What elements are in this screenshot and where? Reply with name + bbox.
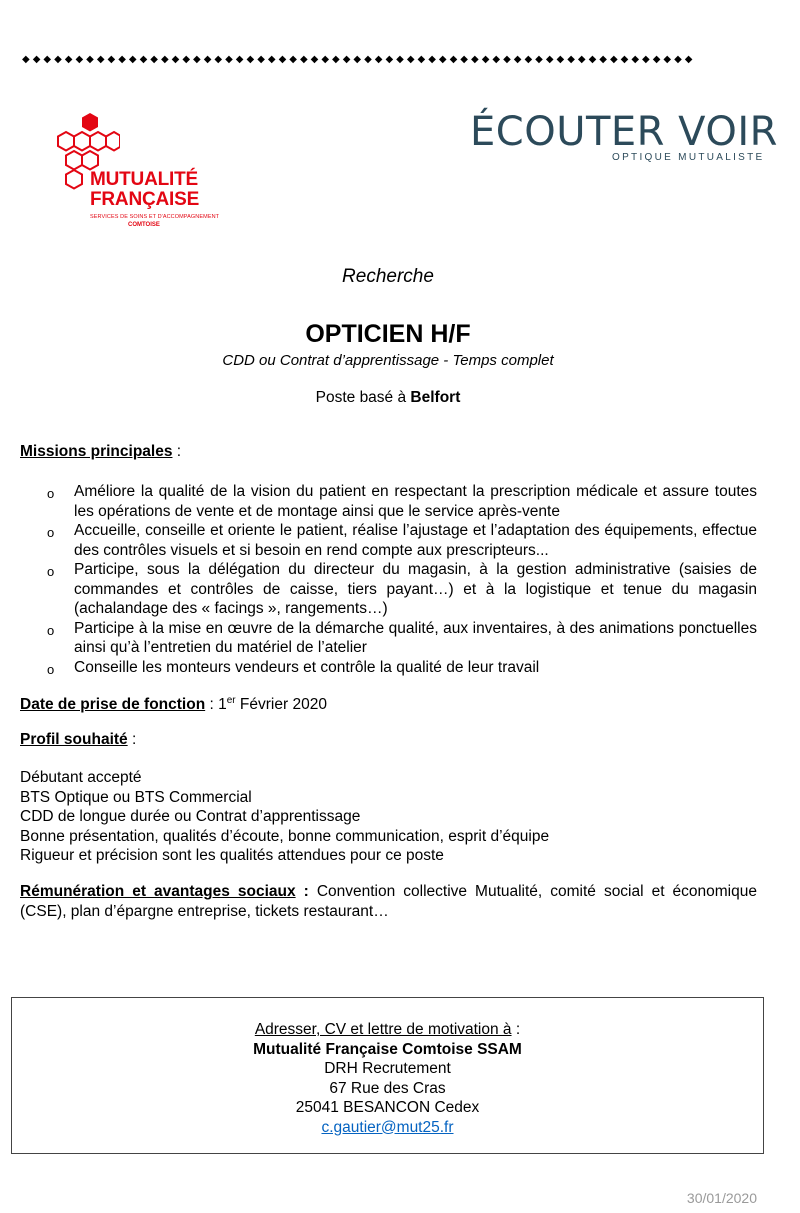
bullet-circle-icon: o: [47, 564, 55, 579]
contact-street: 67 Rue des Cras: [329, 1079, 446, 1097]
contact-organization: Mutualité Française Comtoise SSAM: [253, 1040, 522, 1058]
bullet-circle-icon: o: [47, 525, 55, 540]
profile-heading-line: [20, 730, 757, 750]
remuneration-text: Convention collective Mutualité, comité social et économique (CSE), plan d’épargne entreprise, tickets restaurant…: [20, 883, 757, 920]
mission-text: Participe à la mise en œuvre de la démarche qualité, aux inventaires, à des animations ponctuelles ainsi qu’à l’entretien du matériel de l’atelier: [74, 619, 757, 656]
job-kicker: Recherche: [342, 266, 434, 287]
mission-text: Conseille les monteurs vendeurs et contrôle la qualité de leur travail: [74, 658, 540, 676]
mutualite-logo-line2: FRANÇAISE: [90, 189, 200, 210]
ecouter-voir-logo-tagline: OPTIQUE MUTUALISTE: [612, 152, 765, 163]
list-item: BTS Optique ou BTS Commercial: [20, 788, 252, 806]
contact-email-link[interactable]: c.gautier@mut25.fr: [321, 1118, 454, 1136]
job-location-city: Belfort: [410, 389, 461, 406]
start-date-heading: Date de prise de fonction: [20, 696, 206, 714]
list-item: [20, 482, 757, 521]
job-location: [0, 389, 776, 407]
contact-box: [11, 997, 764, 1154]
list-item: [20, 658, 757, 678]
mission-text: Améliore la qualité de la vision du patient en respectant la prescription médicale et assure toutes les opérations de vente et de montage ainsi que le service après-vente: [74, 483, 757, 520]
list-item: [20, 619, 757, 658]
job-location-prefix: Poste basé à: [315, 389, 411, 406]
missions-heading-line: [20, 442, 757, 462]
profile-heading: Profil souhaité: [20, 731, 128, 748]
mutualite-logo-region: COMTOISE: [128, 222, 160, 228]
mutualite-francaise-logo: [50, 108, 220, 238]
job-contract-type: CDD ou Contrat d’apprentissage - Temps complet: [222, 352, 554, 369]
missions-heading-suffix: :: [172, 443, 182, 460]
remuneration-heading: Rémunération et avantages sociaux: [20, 883, 296, 900]
mission-text: Accueille, conseille et oriente le patient, réalise l’ajustage et l’adaptation des équipements, effectue des contrôles visuels et si besoin en rend compte aux prescripteurs...: [74, 522, 757, 559]
decorative-diamond-row: ◆◆◆◆◆◆◆◆◆◆◆◆◆◆◆◆◆◆◆◆◆◆◆◆◆◆◆◆◆◆◆◆◆◆◆◆◆◆◆◆◆◆◆◆◆◆◆◆◆◆◆◆◆◆◆◆◆◆◆◆◆◆◆: [22, 54, 696, 65]
start-date-day-sup: er: [226, 695, 236, 706]
start-date-rest: Février 2020: [235, 696, 327, 714]
job-title: OPTICIEN H/F: [305, 320, 471, 348]
ecouter-voir-logo: [470, 108, 778, 168]
profile-heading-suffix: :: [127, 731, 137, 748]
start-date-sep: :: [205, 696, 219, 714]
mutualite-logo-tagline: SERVICES DE SOINS ET D'ACCOMPAGNEMENT: [90, 214, 220, 220]
contact-intro-line: [12, 1020, 763, 1040]
list-item: Rigueur et précision sont les qualités attendues pour ce poste: [20, 847, 444, 864]
missions-heading: Missions principales: [20, 443, 173, 460]
start-date-day: 1: [218, 696, 227, 714]
remuneration-sep: :: [295, 883, 317, 900]
contact-lines: [12, 1020, 763, 1137]
contact-intro: Adresser, CV et lettre de motivation à: [254, 1021, 512, 1038]
contact-intro-suffix: :: [511, 1021, 521, 1038]
bullet-circle-icon: o: [47, 486, 55, 501]
mutualite-logo-line1: MUTUALITÉ: [90, 169, 198, 190]
contact-department: DRH Recrutement: [324, 1060, 451, 1077]
remuneration-paragraph: [20, 882, 757, 921]
bullet-circle-icon: o: [47, 622, 55, 638]
list-item: Bonne présentation, qualités d’écoute, bonne communication, esprit d’équipe: [20, 827, 550, 845]
ecouter-voir-logo-name: ÉCOUTER VOIR: [470, 109, 778, 155]
contact-city: 25041 BESANCON Cedex: [295, 1099, 480, 1116]
list-item: [20, 521, 757, 560]
mission-text: Participe, sous la délégation du directeur du magasin, à la gestion administrative (saisies de commandes et contrôles de caisse, tiers payant…) et à la logistique et tenue du magasin (achalandage des « facings », rangements…): [74, 561, 757, 617]
list-item: Débutant accepté: [20, 769, 142, 786]
bullet-circle-icon: o: [47, 661, 55, 677]
footer-date: 30/01/2020: [686, 1190, 757, 1206]
missions-list: [20, 482, 757, 677]
list-item: [20, 560, 757, 619]
start-date-line: [20, 691, 757, 715]
list-item: CDD de longue durée ou Contrat d’apprentissage: [20, 808, 361, 825]
profile-list: [20, 768, 549, 866]
